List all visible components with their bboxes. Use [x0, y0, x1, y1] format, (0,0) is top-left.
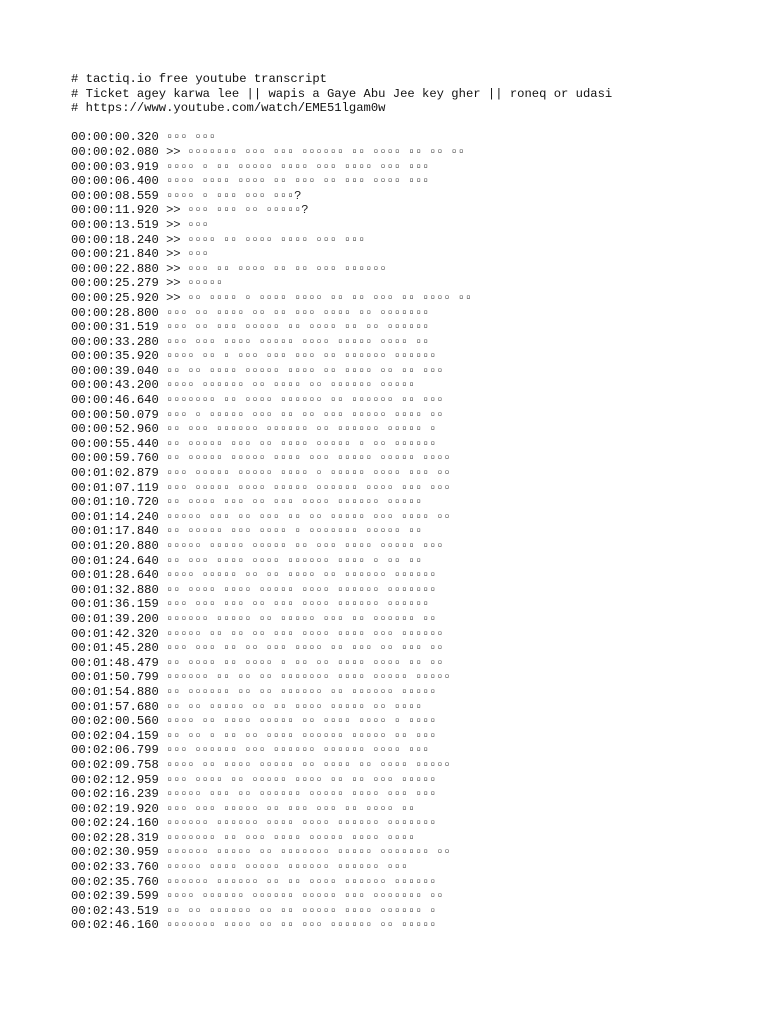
- timestamp: 00:02:04.159: [71, 728, 159, 743]
- transcript-text: >> ▫▫▫▫▫▫▫ ▫▫▫ ▫▫▫ ▫▫▫▫▫▫ ▫▫ ▫▫▫▫ ▫▫ ▫▫ ▫▫: [166, 144, 465, 159]
- transcript-line: [71, 875, 731, 890]
- transcript-line: [71, 335, 731, 350]
- transcript-line: [71, 276, 731, 291]
- transcript-text: ▫▫▫ ▫▫▫: [166, 130, 216, 145]
- timestamp: 00:02:33.760: [71, 860, 159, 875]
- transcript-text: ▫▫ ▫▫▫ ▫▫▫▫▫▫ ▫▫▫▫▫▫ ▫▫ ▫▫▫▫▫▫ ▫▫▫▫▫ ▫: [166, 422, 437, 437]
- transcript-line: [71, 641, 731, 656]
- timestamp: 00:00:03.919: [71, 159, 159, 174]
- transcript-text: >> ▫▫ ▫▫▫▫ ▫ ▫▫▫▫ ▫▫▫▫ ▫▫ ▫▫ ▫▫▫ ▫▫ ▫▫▫▫ ▫▫: [166, 290, 472, 305]
- transcript-text: ▫▫ ▫▫ ▫▫▫▫▫ ▫▫ ▫▫ ▫▫▫▫ ▫▫▫▫▫ ▫▫ ▫▫▫▫: [166, 699, 423, 714]
- transcript-text: ▫▫▫▫▫▫ ▫▫▫▫▫ ▫▫ ▫▫▫▫▫▫▫ ▫▫▫▫▫ ▫▫▫▫▫▫▫ ▫▫: [166, 845, 451, 860]
- timestamp: 00:01:07.119: [71, 480, 159, 495]
- timestamp: 00:02:06.799: [71, 743, 159, 758]
- transcript-text: >> ▫▫▫: [166, 217, 209, 232]
- transcript-line: [71, 568, 731, 583]
- timestamp: 00:02:12.959: [71, 772, 159, 787]
- header-url-line: # https://www.youtube.com/watch/EME51lgam0w: [71, 101, 386, 116]
- timestamp: 00:00:52.960: [71, 422, 159, 437]
- transcript-line: [71, 218, 731, 233]
- transcript-line: [71, 247, 731, 262]
- transcript-text: ▫▫▫ ▫▫▫▫ ▫▫ ▫▫▫▫▫ ▫▫▫▫ ▫▫ ▫▫ ▫▫▫ ▫▫▫▫▫: [166, 772, 437, 787]
- timestamp: 00:01:28.640: [71, 568, 159, 583]
- timestamp: 00:02:39.599: [71, 889, 159, 904]
- transcript-text: ▫▫▫▫ ▫▫▫▫ ▫▫▫▫ ▫▫ ▫▫▫ ▫▫ ▫▫▫ ▫▫▫▫ ▫▫▫: [166, 174, 430, 189]
- transcript-text: >> ▫▫▫: [166, 247, 209, 262]
- transcript-line: [71, 466, 731, 481]
- transcript-line: [71, 378, 731, 393]
- transcript-text: ▫▫▫▫▫ ▫▫▫▫▫ ▫▫▫▫▫ ▫▫ ▫▫▫ ▫▫▫▫ ▫▫▫▫▫ ▫▫▫: [166, 539, 444, 553]
- timestamp: 00:02:24.160: [71, 816, 159, 831]
- transcript-text: ▫▫ ▫▫▫▫▫ ▫▫▫ ▫▫▫▫ ▫ ▫▫▫▫▫▫▫ ▫▫▫▫▫ ▫▫: [166, 524, 423, 539]
- timestamp: 00:00:31.519: [71, 320, 159, 335]
- transcript-line: [71, 860, 731, 875]
- transcript-text: ▫▫▫ ▫▫▫▫▫▫ ▫▫▫ ▫▫▫▫▫▫ ▫▫▫▫▫▫ ▫▫▫▫ ▫▫▫: [166, 743, 430, 758]
- transcript-text: ▫▫▫▫ ▫▫▫▫▫▫ ▫▫ ▫▫▫▫ ▫▫ ▫▫▫▫▫▫ ▫▫▫▫▫: [166, 378, 416, 393]
- transcript-line: [71, 189, 731, 204]
- transcript-line: [71, 656, 731, 671]
- timestamp: 00:00:46.640: [71, 393, 159, 408]
- timestamp: 00:01:57.680: [71, 699, 159, 714]
- transcript-text: ▫▫▫▫▫▫▫ ▫▫ ▫▫▫ ▫▫▫▫ ▫▫▫▫▫ ▫▫▫▫ ▫▫▫▫: [166, 830, 416, 845]
- timestamp: 00:02:46.160: [71, 918, 159, 933]
- timestamp: 00:00:35.920: [71, 349, 159, 364]
- transcript-line: [71, 889, 731, 904]
- transcript-text: ▫▫▫▫ ▫▫ ▫▫▫▫ ▫▫▫▫▫ ▫▫ ▫▫▫▫ ▫▫▫▫ ▫ ▫▫▫▫: [166, 714, 437, 729]
- timestamp: 00:02:28.319: [71, 830, 159, 845]
- transcript-line: [71, 816, 731, 831]
- transcript-line: [71, 831, 731, 846]
- transcript-text: ▫▫▫ ▫▫ ▫▫▫ ▫▫▫▫▫ ▫▫ ▫▫▫▫ ▫▫ ▫▫ ▫▫▫▫▫▫: [166, 320, 430, 335]
- transcript-line: [71, 408, 731, 423]
- transcript-text: ▫▫ ▫▫▫▫ ▫▫ ▫▫▫▫ ▫ ▫▫ ▫▫ ▫▫▫▫ ▫▫▫▫ ▫▫ ▫▫: [166, 655, 444, 670]
- transcript-line: [71, 495, 731, 510]
- timestamp: 00:00:39.040: [71, 363, 159, 378]
- timestamp: 00:02:43.519: [71, 903, 159, 918]
- timestamp: 00:00:11.920: [71, 203, 159, 218]
- timestamp: 00:01:24.640: [71, 553, 159, 568]
- timestamp: 00:02:16.239: [71, 787, 159, 802]
- timestamp: 00:01:20.880: [71, 539, 159, 553]
- transcript-lines: [71, 130, 731, 933]
- transcript-text: ▫▫▫▫▫ ▫▫ ▫▫ ▫▫ ▫▫▫ ▫▫▫▫ ▫▫▫▫ ▫▫▫ ▫▫▫▫▫▫: [166, 626, 444, 641]
- timestamp: 00:00:02.080: [71, 144, 159, 159]
- timestamp: 00:00:43.200: [71, 378, 159, 393]
- transcript-line: [71, 758, 731, 773]
- transcript-text: >> ▫▫▫▫ ▫▫ ▫▫▫▫ ▫▫▫▫ ▫▫▫ ▫▫▫: [166, 232, 366, 247]
- transcript-text: ▫▫▫▫▫▫ ▫▫▫▫▫▫ ▫▫▫▫ ▫▫▫▫ ▫▫▫▫▫▫ ▫▫▫▫▫▫▫: [166, 816, 437, 831]
- transcript-text: ▫▫▫ ▫▫▫ ▫▫▫▫▫ ▫▫ ▫▫▫ ▫▫▫ ▫▫ ▫▫▫▫ ▫▫: [166, 801, 416, 816]
- timestamp: 00:01:39.200: [71, 611, 159, 626]
- transcript-line: [71, 918, 731, 933]
- timestamp: 00:01:36.159: [71, 597, 159, 612]
- transcript-line: [71, 364, 731, 379]
- transcript-line: [71, 904, 731, 919]
- timestamp: 00:01:32.880: [71, 582, 159, 597]
- timestamp: 00:00:08.559: [71, 188, 159, 203]
- transcript-text: ▫▫▫▫▫▫ ▫▫▫▫▫▫ ▫▫ ▫▫ ▫▫▫▫ ▫▫▫▫▫▫ ▫▫▫▫▫▫: [166, 874, 437, 889]
- timestamp: 00:01:48.479: [71, 655, 159, 670]
- timestamp: 00:00:22.880: [71, 261, 159, 276]
- timestamp: 00:01:54.880: [71, 684, 159, 699]
- transcript-line: [71, 787, 731, 802]
- transcript-text: ▫▫▫▫ ▫▫▫▫▫ ▫▫ ▫▫ ▫▫▫▫ ▫▫ ▫▫▫▫▫▫ ▫▫▫▫▫▫: [166, 568, 437, 583]
- timestamp: 00:00:25.279: [71, 276, 159, 291]
- timestamp: 00:02:19.920: [71, 801, 159, 816]
- transcript-line: [71, 320, 731, 335]
- timestamp: 00:00:55.440: [71, 436, 159, 451]
- transcript-line: [71, 802, 731, 817]
- transcript-line: [71, 524, 731, 539]
- transcript-text: ▫▫ ▫▫ ▫▫▫▫▫▫ ▫▫ ▫▫ ▫▫▫▫▫ ▫▫▫▫ ▫▫▫▫▫▫ ▫: [166, 903, 437, 918]
- transcript-line: [71, 583, 731, 598]
- transcript-line: [71, 306, 731, 321]
- timestamp: 00:00:18.240: [71, 232, 159, 247]
- transcript-line: [71, 233, 731, 248]
- transcript-line: [71, 160, 731, 175]
- transcript-line: [71, 422, 731, 437]
- timestamp: 00:00:50.079: [71, 407, 159, 422]
- transcript-line: [71, 743, 731, 758]
- transcript-line: [71, 510, 731, 525]
- header-spacer: [71, 116, 731, 131]
- transcript-text: ▫▫▫ ▫▫▫ ▫▫▫ ▫▫ ▫▫▫ ▫▫▫▫ ▫▫▫▫▫▫ ▫▫▫▫▫▫: [166, 597, 430, 612]
- transcript-text: ▫▫▫ ▫▫▫ ▫▫ ▫▫ ▫▫▫ ▫▫▫▫ ▫▫ ▫▫▫ ▫▫ ▫▫▫ ▫▫: [166, 641, 444, 656]
- transcript-text: ▫▫▫▫ ▫▫ ▫ ▫▫▫ ▫▫▫ ▫▫▫ ▫▫ ▫▫▫▫▫▫ ▫▫▫▫▫▫: [166, 349, 437, 364]
- transcript-document: [71, 72, 731, 933]
- transcript-text: ▫▫▫▫▫ ▫▫▫ ▫▫ ▫▫▫▫▫▫ ▫▫▫▫▫ ▫▫▫▫ ▫▫▫ ▫▫▫: [166, 787, 437, 802]
- transcript-line: [71, 612, 731, 627]
- transcript-text: ▫▫ ▫▫▫▫▫ ▫▫▫▫▫ ▫▫▫▫ ▫▫▫ ▫▫▫▫▫ ▫▫▫▫▫ ▫▫▫▫: [166, 451, 451, 466]
- transcript-line: [71, 203, 731, 218]
- timestamp: 00:00:33.280: [71, 334, 159, 349]
- transcript-line: [71, 262, 731, 277]
- timestamp: 00:01:45.280: [71, 641, 159, 656]
- transcript-line: [71, 627, 731, 642]
- transcript-text: ▫▫▫ ▫▫▫▫▫ ▫▫▫▫▫ ▫▫▫▫ ▫ ▫▫▫▫▫ ▫▫▫▫ ▫▫▫ ▫▫: [166, 466, 451, 481]
- transcript-text: ▫▫ ▫▫▫▫ ▫▫▫▫ ▫▫▫▫▫ ▫▫▫▫ ▫▫▫▫▫▫ ▫▫▫▫▫▫▫: [166, 582, 437, 597]
- transcript-line: [71, 145, 731, 160]
- transcript-line: [71, 451, 731, 466]
- timestamp: 00:02:09.758: [71, 757, 159, 772]
- timestamp: 00:01:14.240: [71, 509, 159, 524]
- transcript-text: >> ▫▫▫ ▫▫▫ ▫▫ ▫▫▫▫▫?: [166, 203, 309, 218]
- transcript-line: [71, 700, 731, 715]
- transcript-line: [71, 174, 731, 189]
- timestamp: 00:01:50.799: [71, 670, 159, 685]
- header-tool-line: # tactiq.io free youtube transcript: [71, 72, 327, 86]
- timestamp: 00:00:13.519: [71, 217, 159, 232]
- transcript-line: [71, 845, 731, 860]
- transcript-line: [71, 597, 731, 612]
- timestamp: 00:00:00.320: [71, 130, 159, 145]
- transcript-text: ▫▫▫▫ ▫ ▫▫ ▫▫▫▫▫ ▫▫▫▫ ▫▫▫ ▫▫▫▫ ▫▫▫ ▫▫▫: [166, 159, 430, 174]
- timestamp: 00:00:28.800: [71, 305, 159, 320]
- transcript-text: ▫▫ ▫▫▫ ▫▫▫▫ ▫▫▫▫ ▫▫▫▫▫▫ ▫▫▫▫ ▫ ▫▫ ▫▫: [166, 553, 423, 568]
- timestamp: 00:01:42.320: [71, 626, 159, 641]
- transcript-line: [71, 437, 731, 452]
- transcript-text: ▫▫ ▫▫ ▫ ▫▫ ▫▫ ▫▫▫▫ ▫▫▫▫▫▫ ▫▫▫▫▫ ▫▫ ▫▫▫: [166, 728, 437, 743]
- transcript-line: [71, 670, 731, 685]
- timestamp: 00:00:59.760: [71, 451, 159, 466]
- transcript-text: ▫▫▫▫▫▫ ▫▫ ▫▫ ▫▫ ▫▫▫▫▫▫▫ ▫▫▫▫ ▫▫▫▫▫ ▫▫▫▫▫: [166, 670, 451, 685]
- transcript-text: ▫▫ ▫▫▫▫▫ ▫▫▫ ▫▫ ▫▫▫▫ ▫▫▫▫▫ ▫ ▫▫ ▫▫▫▫▫▫: [166, 436, 437, 451]
- transcript-line: [71, 130, 731, 145]
- transcript-text: ▫▫▫▫▫ ▫▫▫ ▫▫ ▫▫▫ ▫▫ ▫▫ ▫▫▫▫▫ ▫▫▫ ▫▫▫▫ ▫▫: [166, 509, 451, 524]
- transcript-text: ▫▫▫▫▫▫▫ ▫▫ ▫▫▫▫ ▫▫▫▫▫▫ ▫▫ ▫▫▫▫▫▫ ▫▫ ▫▫▫: [166, 393, 444, 408]
- header-title-line: # Ticket agey karwa lee || wapis a Gaye Abu Jee key gher || roneq or udasi: [71, 86, 613, 101]
- timestamp: 00:01:10.720: [71, 495, 159, 510]
- timestamp: 00:02:00.560: [71, 714, 159, 729]
- transcript-text: >> ▫▫▫ ▫▫ ▫▫▫▫ ▫▫ ▫▫ ▫▫▫ ▫▫▫▫▫▫: [166, 261, 387, 276]
- transcript-text: ▫▫▫▫ ▫▫▫▫▫▫ ▫▫▫▫▫▫ ▫▫▫▫▫ ▫▫▫ ▫▫▫▫▫▫▫ ▫▫: [166, 889, 444, 904]
- timestamp: 00:00:25.920: [71, 290, 159, 305]
- timestamp: 00:00:21.840: [71, 247, 159, 262]
- transcript-text: ▫▫▫▫ ▫ ▫▫▫ ▫▫▫ ▫▫▫?: [166, 188, 302, 203]
- timestamp: 00:02:35.760: [71, 874, 159, 889]
- transcript-line: [71, 773, 731, 788]
- transcript-text: ▫▫▫ ▫ ▫▫▫▫▫ ▫▫▫ ▫▫ ▫▫ ▫▫▫ ▫▫▫▫▫ ▫▫▫▫ ▫▫: [166, 407, 444, 422]
- transcript-text: ▫▫▫ ▫▫▫▫▫ ▫▫▫▫ ▫▫▫▫▫ ▫▫▫▫▫▫ ▫▫▫▫ ▫▫▫ ▫▫▫: [166, 480, 451, 495]
- transcript-text: ▫▫▫▫▫▫▫ ▫▫▫▫ ▫▫ ▫▫ ▫▫▫ ▫▫▫▫▫▫ ▫▫ ▫▫▫▫▫: [166, 918, 437, 933]
- transcript-line: [71, 714, 731, 729]
- transcript-text: ▫▫▫▫▫▫ ▫▫▫▫▫ ▫▫ ▫▫▫▫▫ ▫▫▫ ▫▫ ▫▫▫▫▫▫ ▫▫: [166, 611, 437, 626]
- timestamp: 00:01:02.879: [71, 466, 159, 481]
- transcript-line: [71, 291, 731, 306]
- transcript-text: >> ▫▫▫▫▫: [166, 276, 224, 291]
- timestamp: 00:01:17.840: [71, 524, 159, 539]
- transcript-text: ▫▫▫▫ ▫▫ ▫▫▫▫ ▫▫▫▫▫ ▫▫ ▫▫▫▫ ▫▫ ▫▫▫▫ ▫▫▫▫▫: [166, 757, 451, 772]
- transcript-text: ▫▫ ▫▫▫▫▫▫ ▫▫ ▫▫ ▫▫▫▫▫▫ ▫▫ ▫▫▫▫▫▫ ▫▫▫▫▫: [166, 684, 437, 699]
- transcript-line: [71, 349, 731, 364]
- transcript-line: [71, 729, 731, 744]
- transcript-line: [71, 685, 731, 700]
- timestamp: 00:02:30.959: [71, 845, 159, 860]
- transcript-line: [71, 539, 731, 554]
- transcript-text: ▫▫▫ ▫▫▫ ▫▫▫▫ ▫▫▫▫▫ ▫▫▫▫ ▫▫▫▫▫ ▫▫▫▫ ▫▫: [166, 334, 430, 349]
- transcript-text: ▫▫▫ ▫▫ ▫▫▫▫ ▫▫ ▫▫ ▫▫▫ ▫▫▫▫ ▫▫ ▫▫▫▫▫▫▫: [166, 305, 430, 320]
- transcript-text: ▫▫ ▫▫ ▫▫▫▫ ▫▫▫▫▫ ▫▫▫▫ ▫▫ ▫▫▫▫ ▫▫ ▫▫ ▫▫▫: [166, 363, 444, 378]
- timestamp: 00:00:06.400: [71, 174, 159, 189]
- transcript-line: [71, 481, 731, 496]
- transcript-text: ▫▫ ▫▫▫▫ ▫▫▫ ▫▫ ▫▫▫ ▫▫▫▫ ▫▫▫▫▫▫ ▫▫▫▫▫: [166, 495, 423, 510]
- transcript-line: [71, 393, 731, 408]
- transcript-text: ▫▫▫▫▫ ▫▫▫▫ ▫▫▫▫▫ ▫▫▫▫▫▫ ▫▫▫▫▫▫ ▫▫▫: [166, 860, 408, 875]
- transcript-line: [71, 554, 731, 569]
